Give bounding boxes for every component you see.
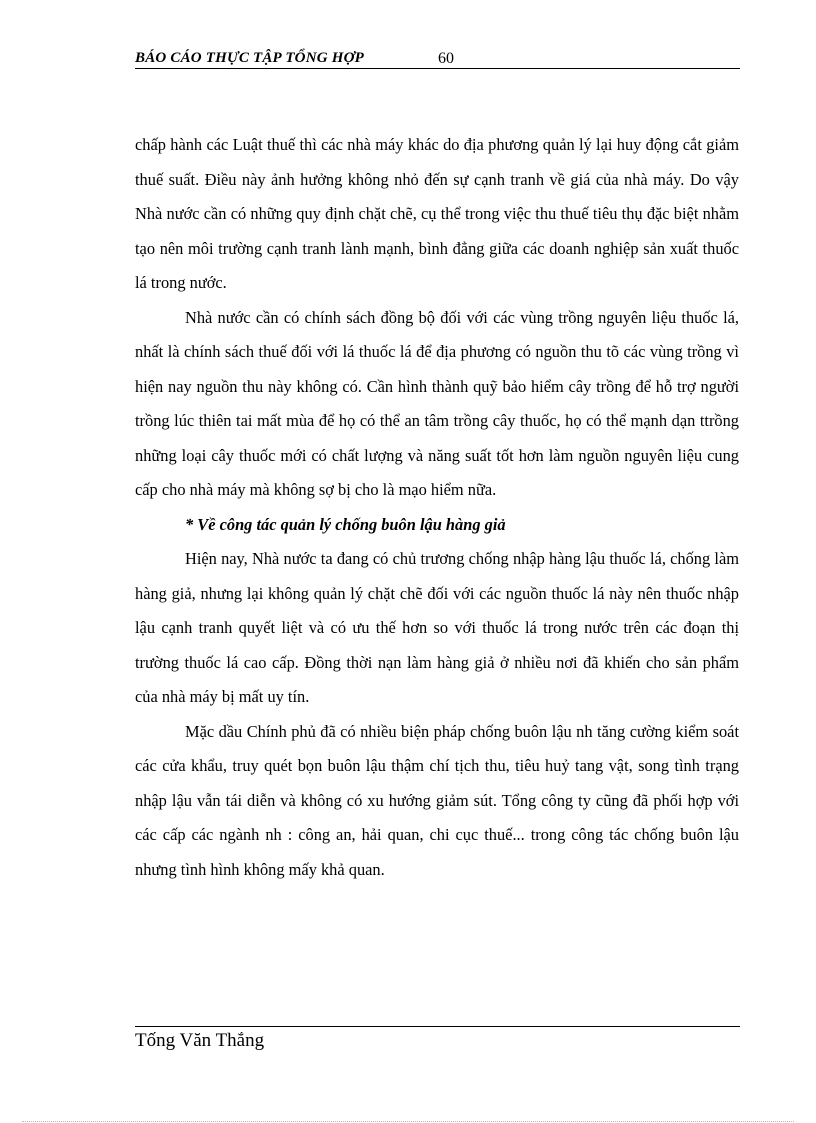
page-bottom-edge — [22, 1121, 794, 1122]
page-number: 60 — [438, 50, 454, 67]
page-header — [135, 46, 740, 69]
author-name: Tống Văn Thắng — [135, 1030, 265, 1051]
paragraph-tax-competition: chấp hành các Luật thuế thì các nhà máy khác do địa phương quản lý lại huy động cắt giảm thuế suất. Điều này ảnh hưởng không nhỏ đến sự cạnh tranh về giá của nhà máy. Do vậy Nhà nước cần có những quy định chặt chẽ, cụ thể trong việc thu thuế tiêu thụ đặc biệt nhằm tạo nên môi trường cạnh tranh lành mạnh, bình đẳng giữa các doanh nghiệp sản xuất thuốc lá trong nước. — [135, 135, 739, 292]
paragraph-government-measures: Mặc dầu Chính phủ đã có nhiều biện pháp chống buôn lậu nh tăng cường kiểm soát các cửa khẩu, truy quét bọn buôn lậu thậm chí tịch thu, tiêu huỷ tang vật, song tình trạng nhập lậu vẫn tái diễn và không có xu hướng giảm sút. Tổng công ty cũng đã phối hợp với các cấp các ngành nh : công an, hải quan, chi cục thuế... trong công tác chống buôn lậu nhưng tình hình không mấy khả quan. — [135, 721, 739, 879]
section-subheading: * Về công tác quản lý chống buôn lậu hàng giả — [185, 514, 506, 534]
report-title: BÁO CÁO THỰC TẬP TỔNG HỢP — [135, 50, 364, 66]
paragraph-raw-material-policy: Nhà nước cần có chính sách đồng bộ đối với các vùng trồng nguyên liệu thuốc lá, nhất là chính sách thuế đối với lá thuốc lá để địa phương có nguồn thu tõ các vùng trồng vì hiện nay nguồn thu này không có. Cần hình thành quỹ bảo hiểm cây trồng để hỗ trợ người trồng lúc thiên tai mất mùa để họ có thể an tâm trồng cây thuốc, họ có thể mạnh dạn ttrồng những loại cây thuốc mới có chất lượng và năng suất tốt hơn làm nguồn nguyên liệu cung cấp cho nhà máy mà không sợ bị cho là mạo hiểm nữa. — [135, 307, 739, 499]
document-body — [135, 128, 739, 887]
footer-divider — [135, 1026, 740, 1027]
paragraph-smuggling-situation: Hiện nay, Nhà nước ta đang có chủ trương chống nhập hàng lậu thuốc lá, chống làm hàng giả, nhưng lại không quản lý chặt chẽ đối với các nguồn thuốc lá này nên thuốc nhập lậu cạnh tranh quyết liệt và có ưu thế hơn so với thuốc lá trong nước trên các đoạn thị trường thuốc lá cao cấp. Đồng thời nạn làm hàng giả ở nhiều nơi đã khiến cho sản phẩm của nhà máy bị mất uy tín. — [135, 549, 739, 706]
